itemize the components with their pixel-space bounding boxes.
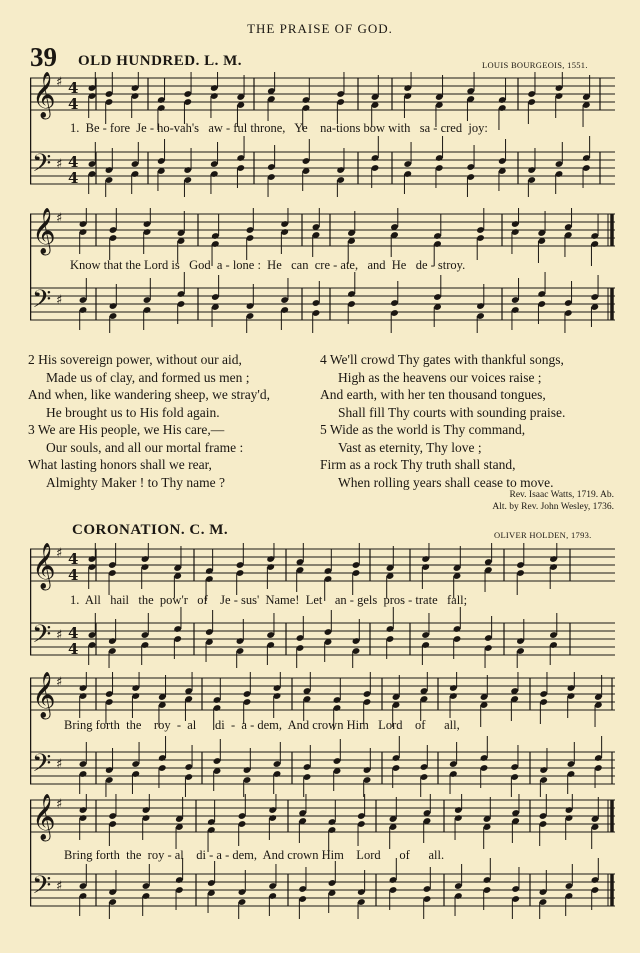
- sharp-icon: ♯: [56, 879, 63, 894]
- hymn2-lyric-line-2: Bring forth the roy - al di - a - dem, And crown Him Lord of all,: [64, 718, 460, 732]
- page-header: THE PRAISE OF GOD.: [247, 21, 393, 36]
- stanza-line: 5 Wide as the world is Thy command,: [320, 422, 526, 437]
- stanza-2: [28, 351, 270, 421]
- hymn2-lyric-line-1: 1. All hail the pow'r of Je - sus' Name! Let an - gels pros - trate fall;: [70, 593, 468, 607]
- stanza-line: He brought us to His fold again.: [46, 404, 220, 420]
- time-signature-bottom: 4: [68, 566, 79, 584]
- stanza-line: Our souls, and all our mortal frame :: [46, 439, 244, 455]
- hymn2-tune-title: CORONATION. C. M.: [72, 522, 229, 538]
- stanza-line: Vast as eternity, Thy love ;: [338, 439, 482, 455]
- stanza-3: [28, 421, 243, 491]
- staff-system: [30, 672, 615, 797]
- hymn1-tune-title: OLD HUNDRED. L. M.: [78, 53, 243, 69]
- treble-clef-icon: 𝄞: [32, 72, 56, 118]
- time-signature-top: 4: [68, 79, 79, 97]
- sharp-icon: ♯: [56, 211, 63, 226]
- hymn2-lyric-line-3: Bring forth the roy - al di - a - dem, And crown Him Lord of all.: [64, 848, 445, 862]
- stanza-line: And earth, with her ten thousand tongues,: [320, 387, 546, 402]
- stanza-line: High as the heavens our voices raise ;: [338, 369, 542, 385]
- sharp-icon: ♯: [56, 675, 63, 690]
- time-signature-bottom: 4: [68, 640, 79, 658]
- alteration-credit: Alt. by Rev. John Wesley, 1736.: [492, 502, 614, 512]
- stanza-line: When rolling years shall cease to move.: [338, 474, 554, 490]
- time-signature-bottom: 4: [68, 95, 79, 113]
- stanza-line: 4 We'll crowd Thy gates with thankful songs,: [320, 352, 564, 367]
- treble-clef-icon: 𝄞: [32, 672, 56, 718]
- treble-clef-icon: 𝄞: [32, 794, 56, 840]
- hymn2-system-2: [30, 672, 615, 797]
- time-signature-top: 4: [68, 153, 79, 171]
- time-signature-top: 4: [68, 550, 79, 568]
- bass-clef-icon: 𝄢: [32, 749, 52, 784]
- hymn1-composer: LOUIS BOURGEOIS, 1551.: [482, 60, 588, 70]
- stanza-line: Shall fill Thy courts with sounding praise.: [338, 404, 566, 420]
- hymn2-composer: OLIVER HOLDEN, 1793.: [494, 530, 592, 540]
- sharp-icon: ♯: [56, 293, 63, 308]
- time-signature-bottom: 4: [68, 169, 79, 187]
- bass-clef-icon: 𝄢: [32, 871, 52, 906]
- sharp-icon: ♯: [56, 546, 63, 561]
- sharp-icon: ♯: [56, 157, 63, 172]
- stanza-5: [320, 421, 554, 491]
- stanza-line: 2 His sovereign power, without our aid,: [28, 352, 242, 367]
- sharp-icon: ♯: [56, 628, 63, 643]
- bass-clef-icon: 𝄢: [32, 620, 52, 655]
- stanza-line: Firm as a rock Thy truth shall stand,: [320, 457, 516, 472]
- treble-clef-icon: 𝄞: [32, 208, 56, 254]
- treble-clef-icon: 𝄞: [32, 543, 56, 589]
- hymn-number: 39: [30, 42, 57, 72]
- bass-clef-icon: 𝄢: [32, 149, 52, 184]
- bass-clef-icon: 𝄢: [32, 285, 52, 320]
- sharp-icon: ♯: [56, 757, 63, 772]
- stanza-line: And when, like wandering sheep, we stray'd,: [28, 387, 270, 402]
- hymn1-attribution: [380, 489, 614, 513]
- time-signature-top: 4: [68, 624, 79, 642]
- stanza-line: Made us of clay, and formed us men ;: [46, 369, 250, 385]
- author-credit: Rev. Isaac Watts, 1719. Ab.: [509, 490, 614, 500]
- sharp-icon: ♯: [56, 75, 63, 90]
- stanza-line: Almighty Maker ! to Thy name ?: [46, 474, 225, 490]
- sharp-icon: ♯: [56, 797, 63, 812]
- hymn1-lyric-line-1: 1. Be - fore Je - ho-vah's aw - ful throne, Ye na-tions bow with sa - cred joy:: [70, 121, 488, 135]
- stanza-4: [320, 351, 565, 421]
- hymn1-lyric-line-2: Know that the Lord is God a - lone : He can cre - ate, and He de - stroy.: [70, 258, 466, 272]
- stanza-line: What lasting honors shall we rear,: [28, 457, 212, 472]
- stanza-line: 3 We are His people, we His care,—: [28, 422, 225, 437]
